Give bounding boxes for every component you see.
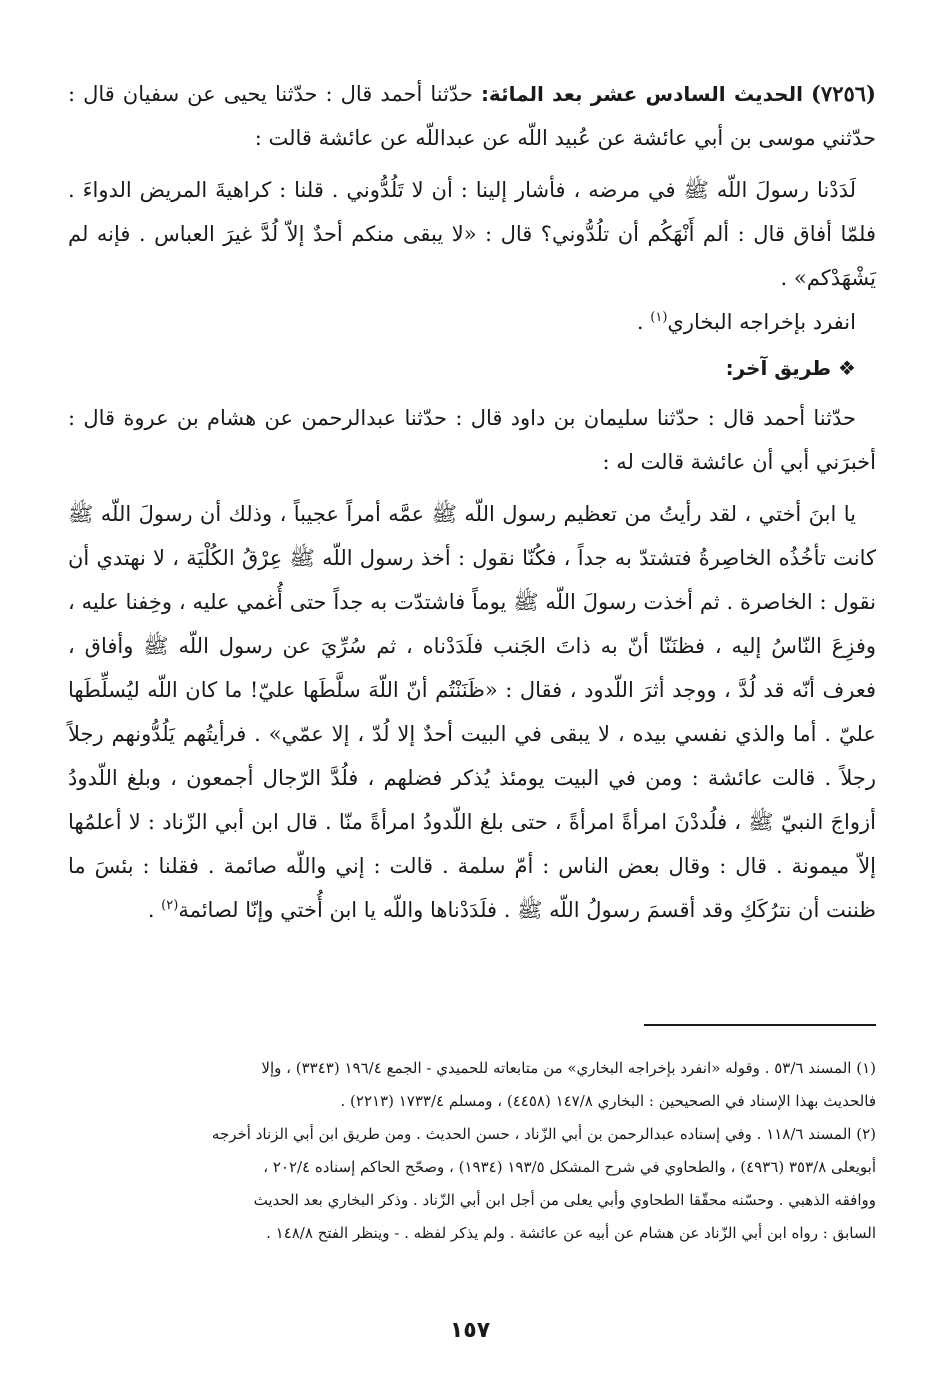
footnote-ref-1: (١): [650, 310, 668, 325]
footnote-marker: (٢): [856, 1125, 876, 1143]
other-route-matn-text: يا ابنَ أختي ، لقد رأيتُ من تعظيم رسول اللّه ﷺ عمَّه أمراً عجيباً ، وذلك أن رسولَ اللّه ﷺ كانت تأخُذُه الخاصِرةُ فتشتدّ به جداً ، فكُنّا نقول : أخذ رسول اللّه ﷺ عِرْقُ الكُلْيَة ، لا نهتدي أن نقول : الخاصرة . ثم أخذت رسولَ اللّه ﷺ يوماً فاشتدّت به جداً حتى أُغمي عليه ، وخِفنا عليه ، وفزِعَ النّاسُ إليه ، فظنَنّا أنّ به ذاتَ الجَنب فلَدَدْناه ، ثم سُرِّيَ عن رسول اللّه ﷺ وأفاق ، فعرف أنّه قد لُدَّ ، ووجد أثرَ اللّدود ، فقال : «ظَنَنْتُم أنّ اللّهَ سلَّطَها عليّ! ما كان اللّه ليُسلِّطَها عليّ . أما والذي نفسي بيده ، لا يبقى في البيت أحدٌ إلا لُدّ ، إلا عمّي» . فرأيتُهم يَلُدُّونهم رجلاً رجلاً . قالت عائشة : ومن في البيت يومئذ يُذكر فضلهم ، فلُدَّ الرّجال أجمعون ، وبلغ اللّدودُ أزواجَ النبيّ ﷺ ، فلُددْنَ امرأةً امرأةً ، حتى بلغ اللّدودُ امرأةً منّا . قال ابن أبي الزّناد : لا أعلمُها إلاّ ميمونة . قال : وقال بعض الناس : أمّ سلمة . قالت : إني واللّه صائمة . فقلنا : بئسَ ما ظننت أن نترُكَكِ وقد أقسمَ رسولُ اللّه ﷺ . فلَدَدْناها واللّه يا ابن أُختي وإنّا لصائمة: [68, 502, 877, 922]
footnote-2: [100, 1118, 876, 1250]
hadith-note-text: انفرد بإخراجه البخاري: [667, 310, 856, 334]
footnote-ref-2: (٢): [161, 898, 179, 913]
footnote-text: ووافقه الذهبي . وحسّنه محقّقا الطحاوي وأبي يعلى من أجل ابن أبي الزّناد . وذكر البخاري بعد الحديث: [253, 1191, 876, 1209]
footnote-marker: (١): [856, 1059, 876, 1077]
footnotes: [100, 1052, 876, 1250]
other-route-heading: ❖ طريق آخر:: [725, 356, 856, 380]
other-route-matn: يا ابنَ أختي ، لقد رأيتُ من تعظيم رسول اللّه ﷺ عمَّه أمراً عجيباً ، وذلك أن رسولَ اللّه ﷺ كانت تأخُذُه الخاصِرةُ فتشتدّ به جداً ، فكُنّا نقول : أخذ رسول اللّه ﷺ عِرْقُ الكُلْيَة ، لا نهتدي أن نقول : الخاصرة . ثم أخذت رسولَ اللّه ﷺ يوماً فاشتدّت به جداً حتى أُغمي عليه ، وخِفنا عليه ، وفزِعَ النّاسُ إليه ، فظنَنّا أنّ به ذاتَ الجَنب فلَدَدْناه ، ثم سُرِّيَ عن رسول اللّه ﷺ وأفاق ، فعرف أنّه قد لُدَّ ، ووجد أثرَ اللّدود ، فقال : «ظَنَنْتُم أنّ اللّهَ سلَّطَها عليّ! ما كان اللّه ليُسلِّطَها عليّ . أما والذي نفسي بيده ، لا يبقى في البيت أحدٌ إلا لُدّ ، إلا عمّي» . فرأيتُهم يَلُدُّونهم رجلاً رجلاً . قالت عائشة : ومن في البيت يومئذ يُذكر فضلهم ، فلُدَّ الرّجال أجمعون ، وبلغ اللّدودُ أزواجَ النبيّ ﷺ ، فلُددْنَ امرأةً امرأةً ، حتى بلغ اللّدودُ امرأةً منّا . قال ابن أبي الزّناد : لا أعلمُها إلاّ ميمونة . قال : وقال بعض الناس : أمّ سلمة . قالت : إني واللّه صائمة . فقلنا : بئسَ ما ظننت أن نترُكَكِ وقد أقسمَ رسولُ اللّه ﷺ . فلَدَدْناها واللّه يا ابن أُختي وإنّا لصائمة$^{(٢)}$ .: [68, 502, 877, 922]
footnote-1: [100, 1052, 876, 1118]
hadith-isnad: حدّثنا أحمد قال : حدّثنا يحيى عن سفيان قال : حدّثني موسى بن أبي عائشة عن عُبيد اللّه عن عبداللّه عن عائشة قالت :: [68, 82, 876, 150]
footnote-separator: [644, 1024, 876, 1026]
footnote-text: المسند ١١٨/٦ . وفي إسناده عبدالرحمن بن أبي الزّناد ، حسن الحديث . ومن طريق ابن أبي الزناد أخرجه: [211, 1125, 852, 1143]
hadith-number: (٧٢٥٦): [810, 81, 876, 106]
page-number: ١٥٧: [449, 1318, 491, 1343]
hadith-title: الحديث السادس عشر بعد المائة:: [480, 82, 803, 106]
hadith-matn: لَدَدْنا رسولَ اللّه ﷺ في مرضه ، فأشار إلينا : أن لا تَلُدُّوني . قلنا : كراهيةَ المريض الدواءَ . فلمّا أفاق قال : ألم أَنْهَكُم أن تلُدُّوني؟ قال : «لا يبقى منكم أحدٌ إلاّ لُدَّ غيرَ العباس . فإنه لم يَشْهَدْكم» .: [68, 178, 876, 290]
footnote-text: المسند ٥٣/٦ . وقوله «انفرد بإخراجه البخاري» من متابعاته للحميدي - الجمع ١٩٦/٤ (٣٣٤٣) ، وإلا: [261, 1059, 852, 1077]
footnote-text: أبويعلى ٣٥٣/٨ (٤٩٣٦) ، والطحاوي في شرح المشكل ١٩٣/٥ (١٩٣٤) ، وصحّح الحاكم إسناده ٢٠٢/٤ ،: [263, 1158, 876, 1176]
main-text: [68, 72, 876, 932]
footnote-text: فالحديث بهذا الإسناد في الصحيحين : البخاري ١٤٧/٨ (٤٤٥٨) ، ومسلم ١٧٣٣/٤ (٢٢١٣) .: [340, 1092, 876, 1110]
hadith-note: انفرد بإخراجه البخاري$^{(١)}$ .: [636, 310, 856, 334]
footnote-text: السابق : رواه ابن أبي الزّناد عن هشام عن أبيه عن عائشة . ولم يذكر لفظه . - وينظر الفتح ١٤٨/٨ .: [266, 1224, 876, 1242]
other-route-isnad: حدّثنا أحمد قال : حدّثنا سليمان بن داود قال : حدّثنا عبدالرحمن عن هشام بن عروة قال : أخبرَني أبي أن عائشة قالت له :: [68, 406, 876, 474]
hadith-isnad-paragraph: [68, 72, 876, 160]
